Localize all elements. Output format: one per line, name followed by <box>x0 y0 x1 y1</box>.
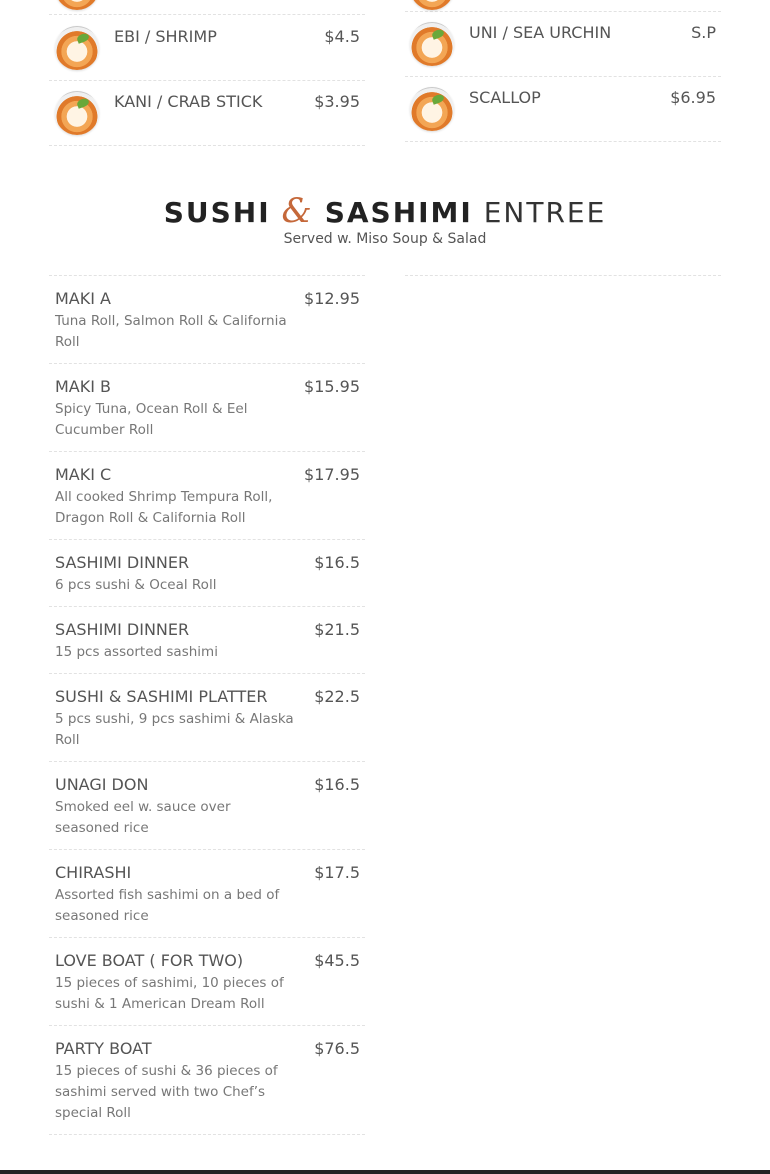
item-price: $22.5 <box>314 687 360 706</box>
item-price: $17.5 <box>314 863 360 882</box>
scallop-thumbnail-icon <box>410 87 454 131</box>
item-price: $76.5 <box>314 1039 360 1058</box>
title-word-sushi: SUSHI <box>163 196 271 229</box>
menu-item[interactable] <box>49 81 365 146</box>
item-name: KANI / CRAB STICK <box>114 92 263 111</box>
menu-item[interactable] <box>405 77 721 142</box>
item-description: Assorted fish sashimi on a bed of seasoned rice <box>55 887 280 924</box>
item-price: $3.95 <box>314 92 360 111</box>
section-title <box>0 193 770 231</box>
menu-item[interactable] <box>49 674 365 762</box>
menu-item[interactable] <box>49 276 365 364</box>
item-price: $16.5 <box>314 775 360 794</box>
title-word-entree: ENTREE <box>483 196 607 229</box>
item-name: SASHIMI DINNER <box>55 553 190 572</box>
item-description: 15 pcs assorted sashimi <box>55 644 218 660</box>
item-price: $15.95 <box>304 377 360 396</box>
entree-list <box>49 275 365 1135</box>
right-column-divider <box>405 275 721 276</box>
item-description: Spicy Tuna, Ocean Roll & Eel Cucumber Roll <box>55 401 248 438</box>
shrimp-thumbnail-icon <box>55 26 99 70</box>
item-price: $16.5 <box>314 553 360 572</box>
item-name: SASHIMI DINNER <box>55 620 190 639</box>
item-price: $12.95 <box>304 289 360 308</box>
item-price: $21.5 <box>314 620 360 639</box>
item-description: Tuna Roll, Salmon Roll & California Roll <box>55 313 287 350</box>
item-description: All cooked Shrimp Tempura Roll, Dragon Roll & California Roll <box>55 489 273 526</box>
item-name: CHIRASHI <box>55 863 132 882</box>
item-description: 6 pcs sushi & Oceal Roll <box>55 577 217 593</box>
item-name: MAKI A <box>55 289 111 308</box>
menu-item[interactable] <box>49 452 365 540</box>
item-name: MAKI C <box>55 465 112 484</box>
item-name: PARTY BOAT <box>55 1039 152 1058</box>
sushi-thumbnail-icon <box>410 0 454 10</box>
menu-item[interactable] <box>49 938 365 1026</box>
item-price: S.P <box>691 23 716 42</box>
item-description: 15 pieces of sushi & 36 pieces of sashimi served with two Chef’s special Roll <box>55 1063 278 1121</box>
sushi-thumbnail-icon <box>55 0 99 10</box>
title-ampersand: & <box>281 191 314 231</box>
left-item-list <box>49 15 365 146</box>
item-name: MAKI B <box>55 377 112 396</box>
menu-item[interactable] <box>49 607 365 674</box>
menu-item[interactable] <box>49 850 365 938</box>
item-price: $45.5 <box>314 951 360 970</box>
item-name: EBI / SHRIMP <box>114 27 217 46</box>
item-price: $17.95 <box>304 465 360 484</box>
item-name: UNI / SEA URCHIN <box>469 23 612 42</box>
title-word-sashimi: SASHIMI <box>324 196 473 229</box>
menu-item[interactable] <box>49 364 365 452</box>
menu-item[interactable] <box>49 540 365 607</box>
item-name: SUSHI & SASHIMI PLATTER <box>55 687 268 706</box>
item-description: 15 pieces of sashimi, 10 pieces of sushi & 1 American Dream Roll <box>55 975 284 1012</box>
item-name: LOVE BOAT ( FOR TWO) <box>55 951 244 970</box>
menu-item[interactable] <box>49 1026 365 1135</box>
crab-stick-thumbnail-icon <box>55 91 99 135</box>
item-price: $4.5 <box>324 27 360 46</box>
menu-item[interactable] <box>49 762 365 850</box>
right-item-list <box>405 12 721 142</box>
footer-bar <box>0 1170 770 1174</box>
item-description: 5 pcs sushi, 9 pcs sashimi & Alaska Roll <box>55 711 294 748</box>
item-price: $6.95 <box>670 88 716 107</box>
sea-urchin-thumbnail-icon <box>410 22 454 66</box>
item-description: Smoked eel w. sauce over seasoned rice <box>55 799 231 836</box>
menu-item[interactable] <box>49 15 365 81</box>
menu-item[interactable] <box>405 12 721 77</box>
section-subtitle: Served w. Miso Soup & Salad <box>283 231 487 247</box>
item-name: UNAGI DON <box>55 775 149 794</box>
item-name: SCALLOP <box>469 88 541 107</box>
